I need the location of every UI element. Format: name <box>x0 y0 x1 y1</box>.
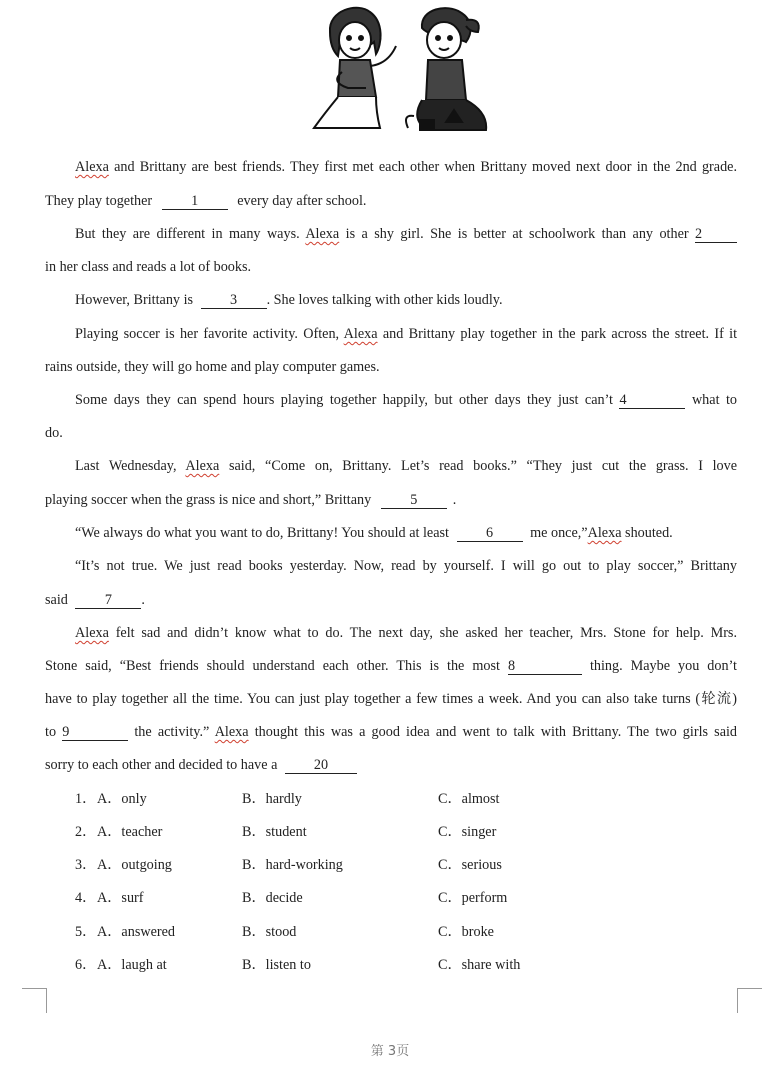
blank-9[interactable]: 9 <box>62 725 128 741</box>
name-alexa: Alexa <box>185 458 220 474</box>
option-a[interactable]: A．laugh at <box>97 957 167 973</box>
two-girls-illustration <box>310 2 490 140</box>
option-a[interactable]: A．surf <box>97 890 144 906</box>
option-number: 1． <box>75 791 97 807</box>
option-c[interactable]: C．perform <box>438 890 508 906</box>
page-corner-mark-right <box>737 988 762 1013</box>
passage-line-15: Alexa felt sad and didn’t know what to do. The next day, she asked her teacher, Mrs. Stone for help. Mrs. <box>75 625 737 641</box>
option-b[interactable]: B．hardly <box>242 791 302 807</box>
option-c[interactable]: C．serious <box>438 857 502 873</box>
blank-20[interactable]: 20 <box>285 758 357 774</box>
option-a[interactable]: A．answered <box>97 924 176 940</box>
option-b[interactable]: B．listen to <box>242 957 311 973</box>
blank-4[interactable]: 4 <box>619 393 685 409</box>
blank-3[interactable]: 3 <box>201 293 267 309</box>
passage-line-19: sorry to each other and decided to have a 20 <box>45 755 737 775</box>
passage-line-2: They play together 1 every day after school. <box>45 193 367 209</box>
passage-line-3: But they are different in many ways. Alexa is a shy girl. She is better at schoolwork than any other 2 <box>45 224 737 244</box>
passage-line-12: “We always do what you want to do, Brittany! You should at least 6 me once,”Alexa shouted. <box>75 525 673 541</box>
blank-2[interactable]: 2 <box>695 227 737 243</box>
passage-line-6: Playing soccer is her favorite activity. Often, Alexa and Brittany play together in the park across the street. If it <box>75 326 738 342</box>
passage-line-17: have to play together all the time. You can just play together a few times a week. And you can also take turns (轮流) <box>45 691 737 707</box>
option-c[interactable]: C．almost <box>438 791 500 807</box>
passage-line-1: Alexa and Brittany are best friends. They first met each other when Brittany moved next door in the 2nd grade. <box>75 159 738 175</box>
blank-1[interactable]: 1 <box>162 194 228 210</box>
option-b[interactable]: B．student <box>242 824 307 840</box>
option-row <box>75 922 735 942</box>
blank-7[interactable]: 7 <box>75 593 141 609</box>
page-corner-mark-left <box>22 988 47 1013</box>
passage-line-10: Last Wednesday, Alexa said, “Come on, Brittany. Let’s read books.” “They just cut the grass. I love <box>75 458 738 474</box>
passage-line-16: Stone said, “Best friends should understand each other. This is the most 8 thing. Maybe you don’t <box>45 658 738 674</box>
passage-line-18: to 9 the activity.” Alexa thought this was a good idea and went to talk with Brittany. The two girls said <box>45 724 738 740</box>
option-a[interactable]: A．only <box>97 791 147 807</box>
option-a[interactable]: A．outgoing <box>97 857 172 873</box>
page-number: 第 3页 <box>370 1044 410 1059</box>
option-number: 3． <box>75 857 97 873</box>
option-b[interactable]: B．hard-working <box>242 857 343 873</box>
blank-6[interactable]: 6 <box>457 526 523 542</box>
option-c[interactable]: C．share with <box>438 957 521 973</box>
passage-line-14: said 7 . <box>45 592 145 608</box>
option-row <box>75 955 735 975</box>
option-number: 2． <box>75 824 97 840</box>
passage-line-13: “It’s not true. We just read books yesterday. Now, read by yourself. I will go out to play soccer,” Brittany <box>75 558 737 574</box>
option-number: 4． <box>75 890 97 906</box>
name-alexa: Alexa <box>305 226 340 242</box>
passage-line-4: in her class and reads a lot of books. <box>45 259 252 275</box>
option-c[interactable]: C．singer <box>438 824 497 840</box>
name-alexa: Alexa <box>75 625 109 641</box>
option-row <box>75 888 735 908</box>
option-c[interactable]: C．broke <box>438 924 494 940</box>
blank-8[interactable]: 8 <box>508 659 582 675</box>
passage-line-11: playing soccer when the grass is nice and short,” Brittany 5 . <box>45 492 457 508</box>
option-row <box>75 822 735 842</box>
name-alexa: Alexa <box>214 724 249 740</box>
passage-line-8: Some days they can spend hours playing together happily, but other days they just can’t 4 what to <box>75 392 738 408</box>
name-alexa: Alexa <box>587 525 622 541</box>
option-a[interactable]: A．teacher <box>97 824 163 840</box>
passage-line-9: do. <box>45 425 63 441</box>
blank-5[interactable]: 5 <box>381 493 447 509</box>
passage-line-7: rains outside, they will go home and play computer games. <box>45 359 380 375</box>
option-number: 5． <box>75 924 97 940</box>
option-row <box>75 789 735 809</box>
option-b[interactable]: B．decide <box>242 890 303 906</box>
option-b[interactable]: B．stood <box>242 924 297 940</box>
passage-line-5: However, Brittany is 3 . She loves talking with other kids loudly. <box>75 292 503 308</box>
name-alexa: Alexa <box>75 159 109 175</box>
name-alexa: Alexa <box>343 326 378 342</box>
option-row <box>75 855 735 875</box>
option-number: 6． <box>75 957 97 973</box>
